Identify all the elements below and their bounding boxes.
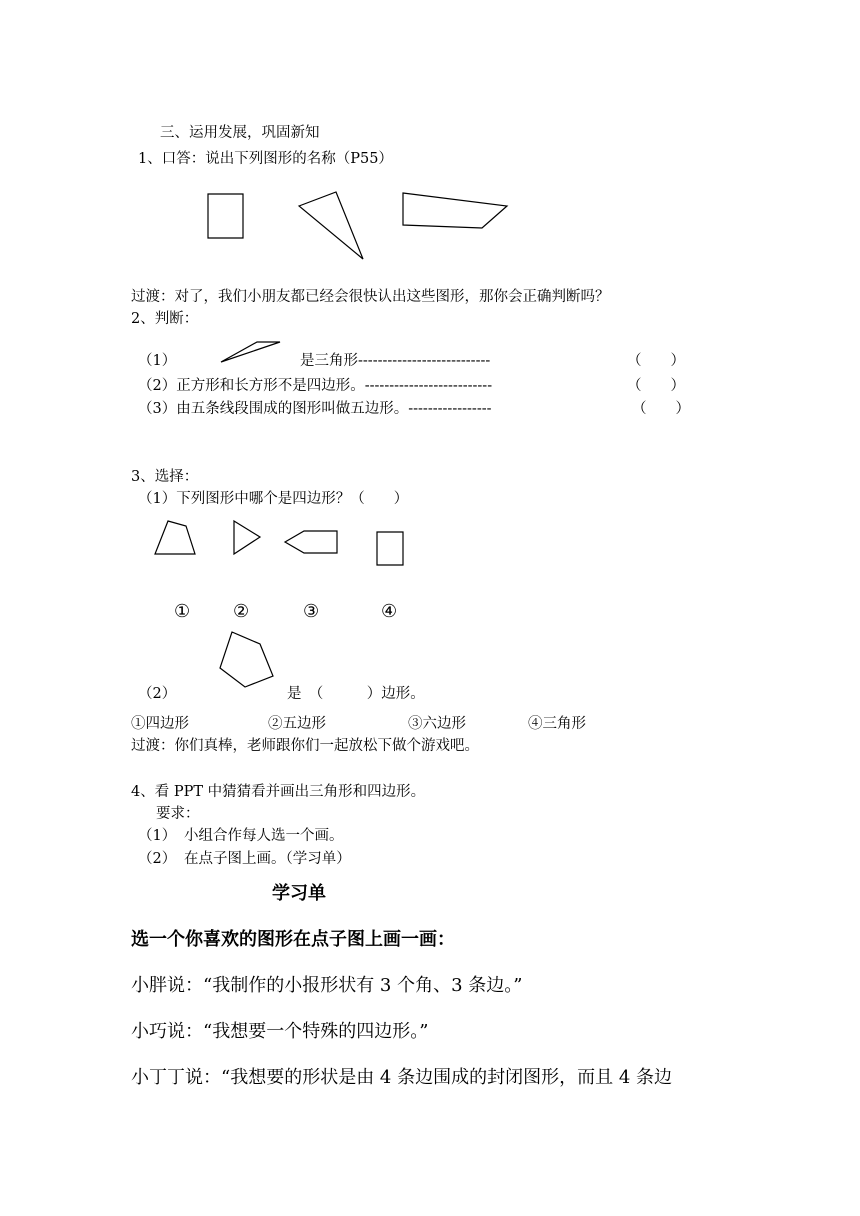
judge-item-1-number: （1） xyxy=(138,353,177,369)
question-1-title: 1、口答：说出下列图形的名称（P55） xyxy=(138,151,393,167)
requirement-1-number: （1） xyxy=(138,828,177,844)
choice-label-2: ② xyxy=(233,601,250,622)
judge-item-3-answer[interactable]: （ ） xyxy=(632,401,690,417)
choice-sub-question-2-text: 是 （ ）边形。 xyxy=(287,686,425,702)
option-triangle: ④三角形 xyxy=(528,716,586,732)
requirement-2-number: （2） xyxy=(138,851,177,867)
worksheet-title: 学习单 xyxy=(272,883,326,904)
triangle-shape-2-icon xyxy=(232,520,262,556)
rectangle-shape-4-icon xyxy=(374,530,406,568)
thin-triangle-icon xyxy=(220,340,282,364)
requirement-2-text: 在点子图上画。（学习单） xyxy=(184,851,351,867)
option-six-sided: ③六边形 xyxy=(408,716,466,732)
question-4-title: 4、看 PPT 中猜猜看并画出三角形和四边形。 xyxy=(131,784,426,800)
choice-label-3: ③ xyxy=(303,601,320,622)
requirement-1-text: 小组合作每人选一个画。 xyxy=(184,828,344,844)
requirements-label: 要求： xyxy=(156,806,200,822)
option-five-sided: ②五边形 xyxy=(268,716,326,732)
judge-item-2-answer[interactable]: （ ） xyxy=(627,378,685,394)
transition-text-1: 过渡：对了，我们小朋友都已经会很快认出这些图形，那你会正确判断吗？ xyxy=(131,289,610,305)
quadrilateral-shape-1-icon xyxy=(154,520,198,556)
choice-sub-question-1: （1）下列图形中哪个是四边形？（ ） xyxy=(138,491,409,507)
choice-label-4: ④ xyxy=(381,601,398,622)
worksheet-line-2: 小巧说：“我想要一个特殊的四边形。” xyxy=(131,1021,429,1042)
worksheet-instruction: 选一个你喜欢的图形在点子图上画一画： xyxy=(131,929,455,950)
trapezoid-icon xyxy=(402,192,510,230)
choice-label-1: ① xyxy=(174,601,191,622)
pentagon-shape-3-icon xyxy=(284,530,340,556)
question-3-title: 3、选择： xyxy=(131,469,199,485)
worksheet-line-3: 小丁丁说：“我想要的形状是由 4 条边围成的封闭图形，而且 4 条边 xyxy=(131,1067,672,1088)
judge-item-1-answer[interactable]: （ ） xyxy=(627,353,685,369)
triangle-icon xyxy=(296,190,366,262)
judge-item-2-text: （2）正方形和长方形不是四边形。-------------------------- xyxy=(138,378,493,394)
pentagon-large-icon xyxy=(218,630,276,690)
option-four-sided: ①四边形 xyxy=(131,716,189,732)
judge-item-1-text: 是三角形--------------------------- xyxy=(300,353,491,369)
judge-item-3-text: （3）由五条线段围成的图形叫做五边形。----------------- xyxy=(138,401,492,417)
rectangle-icon xyxy=(206,192,246,242)
worksheet-line-1: 小胖说：“我制作的小报形状有 3 个角、3 条边。” xyxy=(131,975,523,996)
question-2-title: 2、判断： xyxy=(131,311,199,327)
transition-text-2: 过渡：你们真棒，老师跟你们一起放松下做个游戏吧。 xyxy=(131,738,479,754)
choice-sub-question-2-number: （2） xyxy=(138,686,177,702)
section-heading: 三、运用发展，巩固新知 xyxy=(160,125,320,141)
